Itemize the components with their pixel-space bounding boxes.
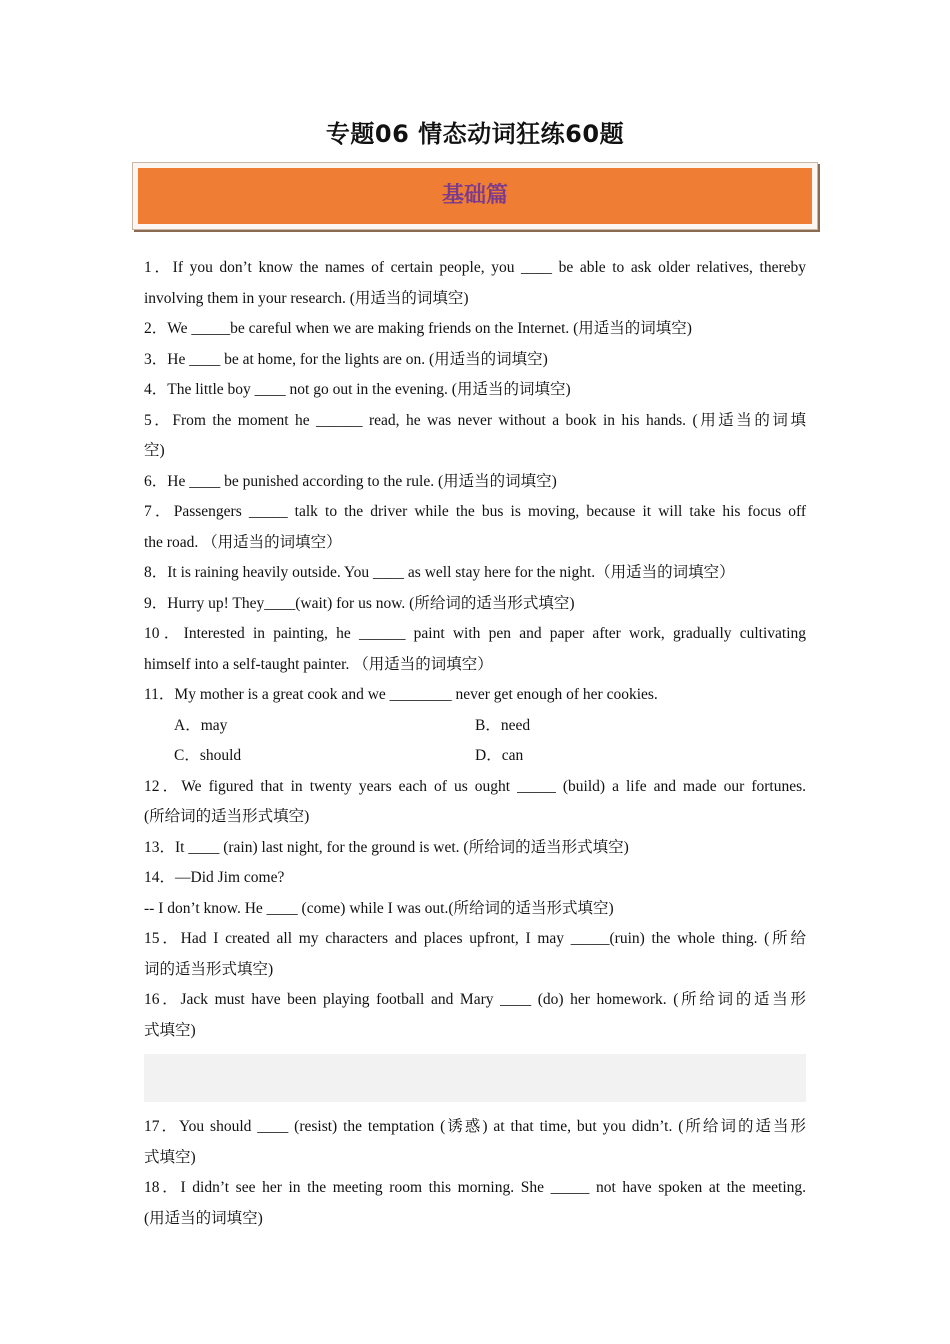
question-18-line-1: 18．I didn’t see her in the meeting room this morning. She _____ not have spoken at the meeting. [144,1179,806,1196]
option-c: C．should [174,747,242,764]
question-14-line-2: -- I don’t know. He ____ (come) while I was out.(所给词的适当形式填空) [144,899,614,917]
option-b: B．need [475,716,531,734]
question-13-line-1: 13．It ____ (rain) last night, for the ground is wet. (所给词的适当形式填空) [144,838,629,856]
question-6-line-1: 6．He ____ be punished according to the rule. (用适当的词填空) [144,472,557,490]
question-16-line-2: 式填空) [144,1021,196,1039]
question-14-line-1: 14．—Did Jim come? [144,869,285,886]
page-title: 专题06 情态动词狂练60题 [325,120,625,148]
question-16-line-1: 16．Jack must have been playing football and Mary ____ (do) her homework. (所给词的适当形 [144,991,806,1008]
question-18-line-2: (用适当的词填空) [144,1209,263,1227]
question-11-options-row-2 [144,741,806,772]
question-17-line-2: 式填空) [144,1148,196,1166]
option-a: A．may [174,716,228,734]
question-12-line-1: 12．We figured that in twenty years each of us ought _____ (build) a life and made our fortunes. [144,777,806,795]
section-banner [132,162,818,230]
question-17-line-1: 17．You should ____ (resist) the temptation (诱惑) at that time, but you didn’t. (所给词的适当形 [144,1118,806,1135]
question-7-line-2: the road. （用适当的词填空） [144,533,342,551]
question-15-line-2: 词的适当形式填空) [144,960,274,978]
question-10-line-1: 10．Interested in painting, he ______ paint with pen and paper after work, gradually cultivating [144,625,806,642]
question-12-line-2: (所给词的适当形式填空) [144,808,310,825]
section-heading: 基础篇 [441,182,508,208]
section-banner-fill [138,168,812,224]
question-7-line-1: 7．Passengers _____ talk to the driver while the bus is moving, because it will take his focus off [144,503,806,520]
question-10-line-2: himself into a self-taught painter. （用适当的词填空） [144,655,493,673]
question-11-line-1: 11．My mother is a great cook and we ________ never get enough of her cookies. [144,686,658,703]
question-5-line-1: 5．From the moment he ______ read, he was never without a book in his hands. (用适当的词填 [144,411,806,429]
blank-box [144,1054,806,1102]
question-8-line-1: 8．It is raining heavily outside. You ____ as well stay here for the night.（用适当的词填空） [144,564,735,581]
question-9-line-1: 9．Hurry up! They____(wait) for us now. (所给词的适当形式填空) [144,594,575,612]
question-15-line-1: 15．Had I created all my characters and places upfront, I may _____(ruin) the whole thing. (所给 [144,930,806,947]
question-11-options-row-1 [144,711,806,742]
question-3-line-1: 3．He ____ be at home, for the lights are on. (用适当的词填空) [144,350,548,368]
question-1-line-2: involving them in your research. (用适当的词填空) [144,289,469,307]
question-5-line-2: 空) [144,442,165,459]
question-list [144,253,806,1234]
question-4-line-1: 4．The little boy ____ not go out in the evening. (用适当的词填空) [144,381,571,398]
option-d: D．can [475,747,524,764]
question-1-line-1: 1．If you don’t know the names of certain people, you ____ be able to ask older relatives, thereby [144,259,806,276]
question-2-line-1: 2．We _____be careful when we are making friends on the Internet. (用适当的词填空) [144,320,692,337]
